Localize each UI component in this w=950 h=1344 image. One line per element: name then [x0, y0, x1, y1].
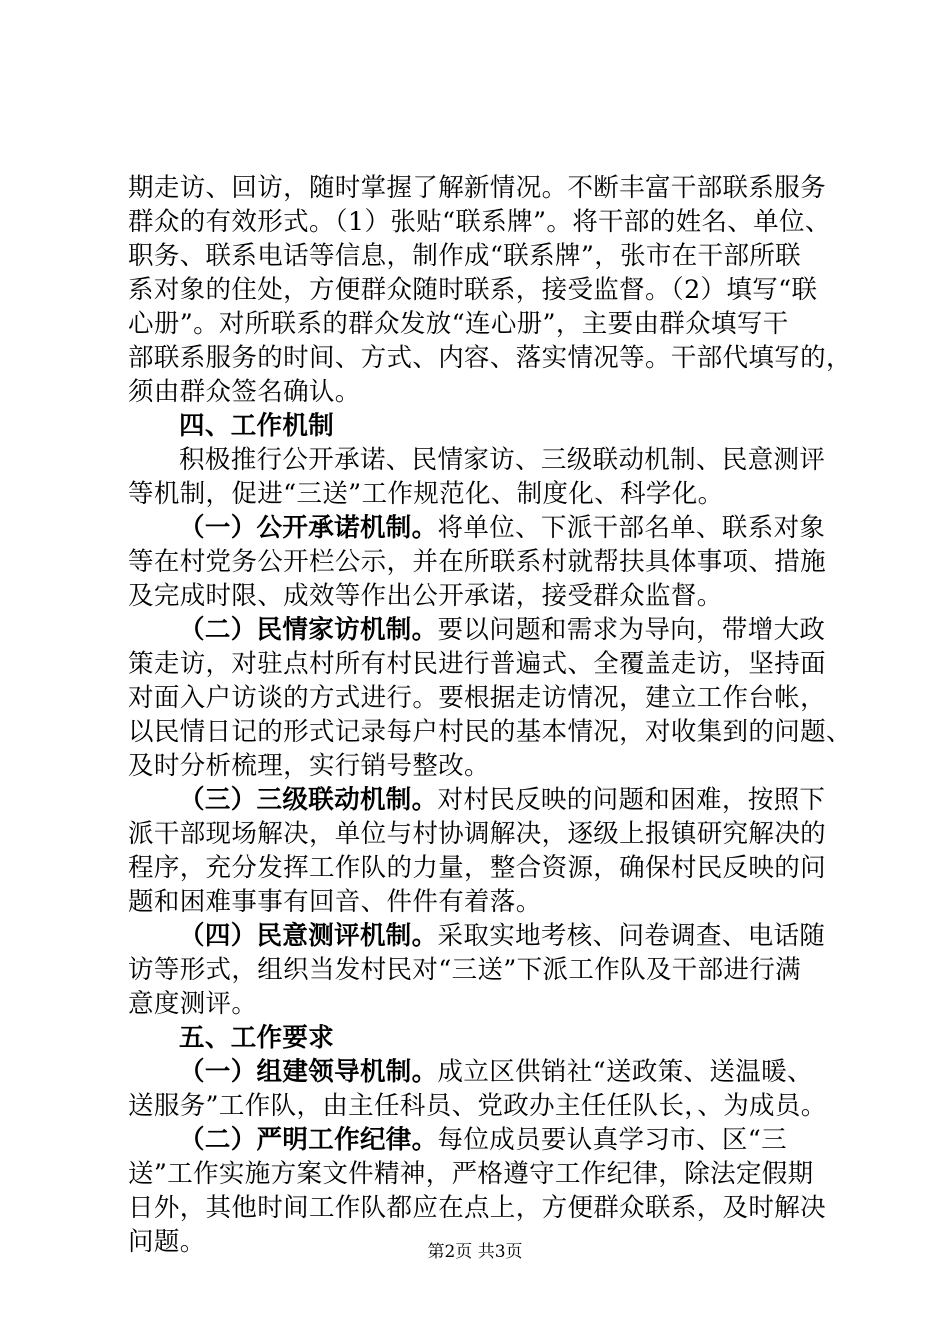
- text-line: 对面入户访谈的方式进行。要根据走访情况，建立工作台帐，: [128, 683, 826, 713]
- text-line: 心册”。对所联系的群众发放“连心册”，主要由群众填写干: [128, 309, 789, 339]
- text-line: 意度测评。: [128, 989, 258, 1019]
- item-title: （一）公开承诺机制。: [179, 513, 438, 543]
- item-title: （二）严明工作纪律。: [179, 1125, 438, 1155]
- text-line: 积极推行公开承诺、民情家访、三级联动机制、民意测评: [179, 445, 826, 475]
- section-heading-work-mechanism: 四、工作机制: [179, 411, 335, 441]
- item-title: （二）民情家访机制。: [179, 615, 438, 645]
- text-line: 职务、联系电话等信息，制作成“联系牌”，张市在干部所联: [128, 241, 802, 271]
- item-text: 采取实地考核、问卷调查、电话随: [437, 921, 826, 951]
- item-title: （四）民意测评机制。: [179, 921, 438, 951]
- section4-intro: [128, 443, 828, 511]
- section4-item-home-visits: [128, 613, 852, 783]
- item-text: 每位成员要认真学习市、区“三: [437, 1125, 787, 1155]
- text-line: 送”工作实施方案文件精神，严格遵守工作纪律，除法定假期: [128, 1159, 814, 1189]
- text-line: 以民情日记的形式记录每户村民的基本情况，对收集到的问题、: [128, 717, 852, 747]
- paragraph-contact-forms: [128, 171, 852, 409]
- text-line: 日外，其他时间工作队都应在点上，方便群众联系，及时解决: [128, 1193, 826, 1223]
- section-heading-work-requirements: 五、工作要求: [179, 1023, 335, 1053]
- page-number-footer: 第2页 共3页: [427, 1242, 523, 1262]
- item-title: （三）三级联动机制。: [179, 785, 438, 815]
- text-line: 群众的有效形式。（1）张贴“联系牌”。将干部的姓名、单位、: [128, 207, 831, 237]
- item-text: 要以问题和需求为导向，带增大政: [437, 615, 826, 645]
- text-line: 问题。: [128, 1227, 206, 1257]
- text-line: 访等形式，组织当发村民对“三送”下派工作队及干部进行满: [128, 955, 802, 985]
- section5-item-discipline: [128, 1123, 828, 1259]
- item-title: （一）组建领导机制。: [179, 1057, 438, 1087]
- item-text: 将单位、下派干部名单、联系对象: [437, 513, 826, 543]
- section4-item-public-commitment: [128, 511, 828, 613]
- text-line: 程序，充分发挥工作队的力量，整合资源，确保村民反映的问: [128, 853, 826, 883]
- text-line: 系对象的住处，方便群众随时联系，接受监督。（2）填写“联: [128, 275, 818, 305]
- text-line: 策走访，对驻点村所有村民进行普遍式、全覆盖走访，坚持面: [128, 649, 826, 679]
- section4-item-three-level-linkage: [128, 783, 828, 919]
- text-line: 等机制，促进“三送”工作规范化、制度化、科学化。: [128, 479, 724, 509]
- text-line: 等在村党务公开栏公示，并在所联系村就帮扶具体事项、措施: [128, 547, 826, 577]
- text-line: 及时分析梳理，实行销号整改。: [128, 751, 490, 781]
- text-line: 题和困难事事有回音、件件有着落。: [128, 887, 542, 917]
- text-line: 期走访、回访，随时掌握了解新情况。不断丰富干部联系服务: [128, 173, 826, 203]
- section5-item-leadership: [128, 1055, 828, 1123]
- text-line: 送服务”工作队，由主任科员、党政办主任任队长，、为成员。: [128, 1091, 827, 1121]
- text-line: 须由群众签名确认。: [128, 377, 361, 407]
- document-body: [128, 171, 852, 1259]
- section4-item-public-opinion: [128, 919, 828, 1021]
- item-text: 对村民反映的问题和困难，按照下: [437, 785, 826, 815]
- text-line: 派干部现场解决，单位与村协调解决，逐级上报镇研究解决的: [128, 819, 826, 849]
- text-line: 及完成时限、成效等作出公开承诺，接受群众监督。: [128, 581, 723, 611]
- item-text: 成立区供销社“送政策、送温暖、: [437, 1057, 813, 1087]
- text-line: 部联系服务的时间、方式、内容、落实情况等。干部代填写的，: [128, 343, 852, 373]
